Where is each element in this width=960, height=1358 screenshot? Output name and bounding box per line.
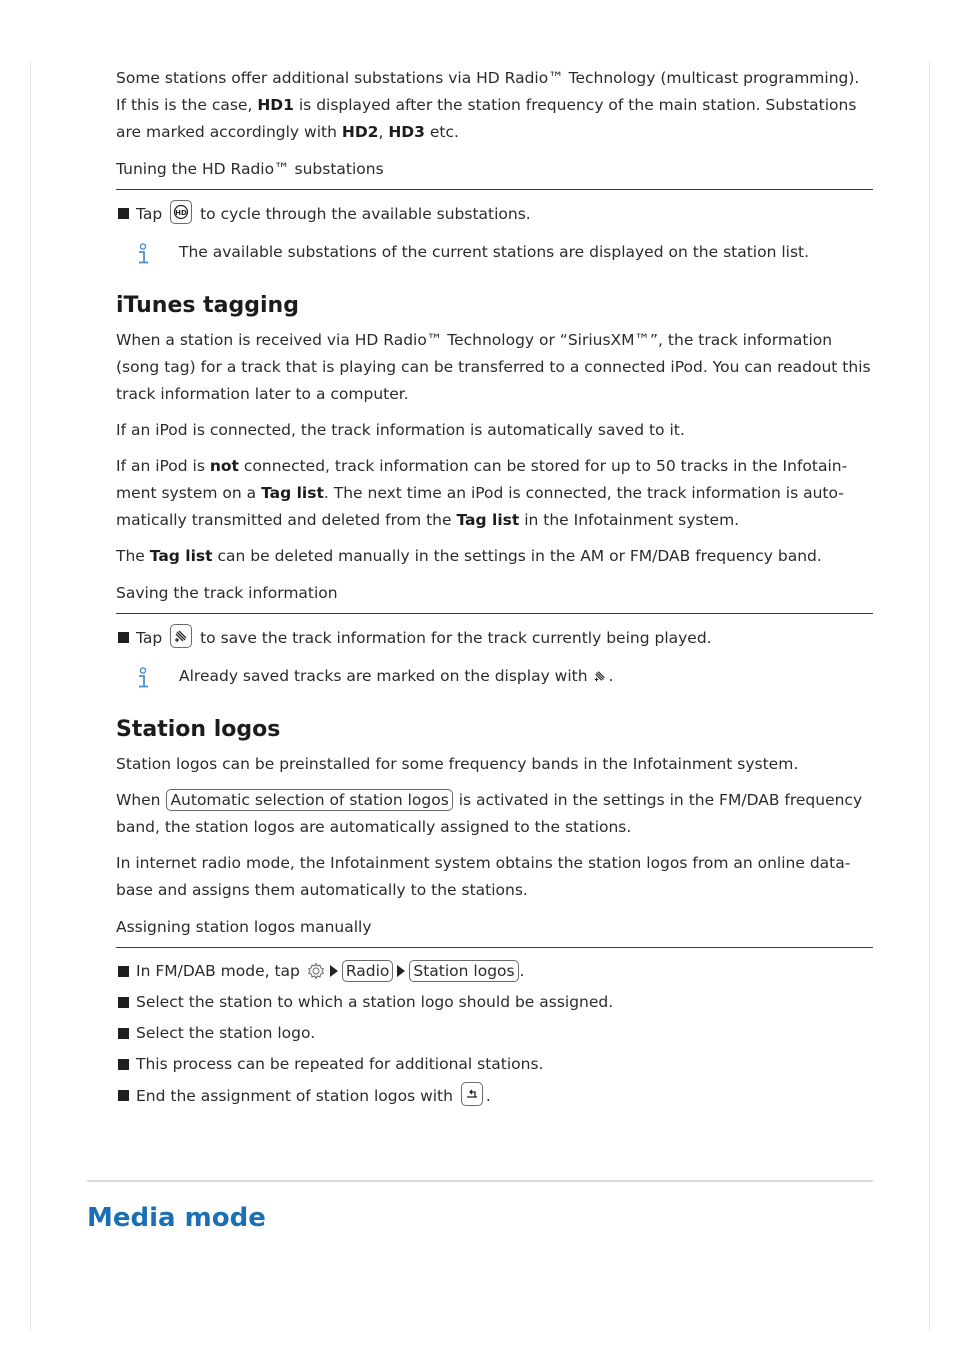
assign-step-4: This process can be repeated for additional stations. bbox=[116, 1051, 873, 1078]
station-logos-title: Station logos bbox=[116, 717, 281, 742]
itunes-paragraph-2: If an iPod is connected, the track information is automatically saved to it. bbox=[116, 421, 685, 439]
saving-step: Tap to save the track information for the track currently being played. bbox=[116, 624, 873, 652]
itunes-paragraph-4: The Tag list can be deleted manually in the settings in the AM or FM/DAB frequency band. bbox=[116, 547, 822, 565]
assigning-subheading: Assigning station logos manually bbox=[116, 914, 873, 948]
chevron-right-icon bbox=[330, 965, 338, 977]
assign-step-1: In FM/DAB mode, tap Radio Station logos . bbox=[116, 958, 873, 985]
itunes-paragraph-3: If an iPod is not connected, track information can be stored for up to 50 tracks in the Infotain-ment system on a Tag list. The next time an iPod is connected, the track information is auto-matically transmitted and deleted from the Tag list in the Infotainment system. bbox=[116, 457, 848, 529]
info-note-icon bbox=[136, 667, 150, 689]
media-mode-title: Media mode bbox=[87, 1203, 266, 1233]
station-logos-button[interactable]: Station logos bbox=[409, 960, 518, 982]
logos-paragraph-2: When Automatic selection of station logos is activated in the settings in the FM/DAB frequency band, the station logos are automatically assigned to the stations. bbox=[116, 791, 863, 836]
assign-step-5: End the assignment of station logos with . bbox=[116, 1082, 873, 1110]
page-content bbox=[116, 62, 873, 1110]
svg-text:HD: HD bbox=[175, 209, 188, 217]
saving-subheading: Saving the track information bbox=[116, 580, 873, 614]
tuning-step: Tap HD to cycle through the available substations. bbox=[116, 200, 873, 228]
hd-radio-button-icon[interactable] bbox=[170, 200, 192, 224]
tuning-subheading: Tuning the HD Radio™ substations bbox=[116, 156, 873, 190]
info-note-icon bbox=[136, 243, 150, 265]
radio-button[interactable]: Radio bbox=[342, 960, 394, 982]
page-margin-line-right bbox=[929, 62, 930, 1330]
page-margin-line-left bbox=[30, 62, 31, 1330]
gear-icon[interactable] bbox=[307, 962, 325, 980]
assign-step-2: Select the station to which a station logo should be assigned. bbox=[116, 989, 873, 1016]
itunes-title: iTunes tagging bbox=[116, 293, 299, 318]
assign-step-3: Select the station logo. bbox=[116, 1020, 873, 1047]
itunes-paragraph-1: When a station is received via HD Radio™ Technology or “SiriusXM™”, the track information (song tag) for a track that is playing can be transferred to a connected iPod. You can readout this track information later to a computer. bbox=[116, 331, 871, 403]
chevron-right-icon bbox=[397, 965, 405, 977]
tag-button-icon[interactable] bbox=[170, 624, 192, 648]
tag-marker-icon bbox=[592, 669, 608, 683]
intro-paragraph: Some stations offer additional substations via HD Radio™ Technology (multicast programming). If this is the case, HD1 is displayed after the station frequency of the main station. Substations are marked accordingly with HD2, HD3 etc. bbox=[116, 69, 860, 141]
saving-note: Already saved tracks are marked on the display with . bbox=[116, 663, 873, 690]
logos-paragraph-1: Station logos can be preinstalled for some frequency bands in the Infotainment system. bbox=[116, 755, 799, 773]
back-button-icon[interactable] bbox=[461, 1082, 483, 1106]
tuning-note: The available substations of the current stations are displayed on the station list. bbox=[116, 239, 873, 266]
section-divider bbox=[87, 1180, 873, 1182]
automatic-station-logos-button[interactable]: Automatic selection of station logos bbox=[166, 789, 452, 811]
logos-paragraph-3: In internet radio mode, the Infotainment system obtains the station logos from an online data-base and assigns them automatically to the stations. bbox=[116, 854, 851, 899]
